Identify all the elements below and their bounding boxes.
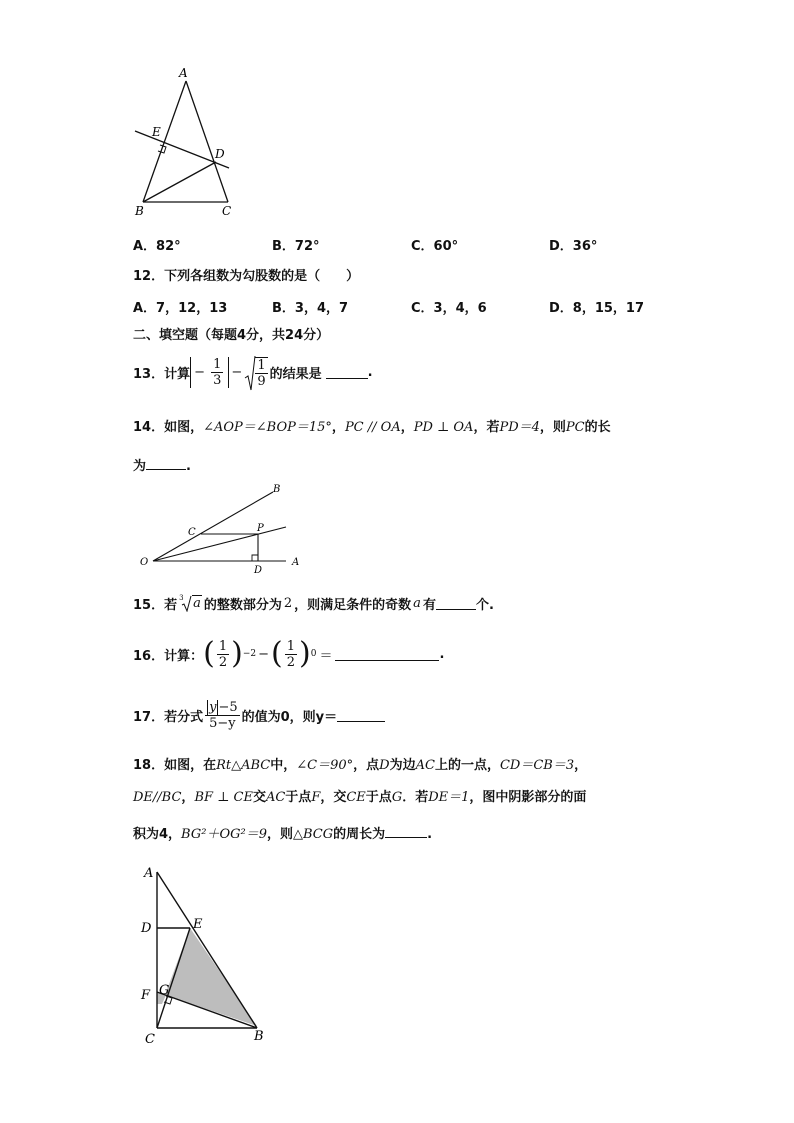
q17-denominator: 5−y bbox=[209, 715, 236, 731]
q14-line1 bbox=[133, 416, 611, 435]
q18-l1-angle: ∠C＝90° bbox=[296, 758, 354, 773]
q18-l3-expr: BG²＋OG²＝9 bbox=[181, 827, 267, 842]
q13-frac-num: 1 bbox=[213, 357, 222, 372]
q13-sqrt-num: 1 bbox=[257, 357, 266, 373]
q13-end: . bbox=[367, 365, 373, 380]
q14-parallel-expr: PC // OA bbox=[344, 420, 401, 435]
q16-frac2-num: 1 bbox=[286, 638, 295, 654]
q18-l1-ac: AC bbox=[415, 758, 435, 773]
q17 bbox=[133, 692, 385, 738]
figure-q14-angle bbox=[136, 480, 311, 575]
q18-l3-end: . bbox=[427, 827, 433, 842]
q17-num-rest: −5 bbox=[218, 699, 238, 715]
q11-option-b[interactable]: B．72° bbox=[272, 239, 320, 254]
q12-option-a[interactable]: A．7，12，13 bbox=[133, 301, 228, 316]
q16-lparen-2: ( bbox=[271, 636, 283, 671]
q18-l3-b: ，则 bbox=[266, 827, 293, 842]
q16-answer-blank[interactable] bbox=[335, 648, 439, 661]
q18-l2-de1: DE＝1 bbox=[428, 790, 470, 805]
fig18-label-c: C bbox=[145, 1032, 155, 1047]
fig11-label-e: E bbox=[152, 125, 161, 139]
q14-sep2: ， bbox=[400, 420, 414, 435]
q13-sqrt bbox=[244, 354, 269, 392]
q15-val: 2 bbox=[283, 596, 293, 611]
q18-l2-e: 于点 bbox=[365, 790, 392, 805]
q13-prefix: 13．计算 bbox=[133, 367, 191, 382]
q11-option-d[interactable]: D．36° bbox=[549, 239, 598, 254]
q13-abs-minus: − bbox=[194, 365, 205, 380]
q15-mid: 的整数部分为 bbox=[203, 598, 282, 613]
fig14-label-c: C bbox=[188, 527, 196, 538]
section-2-heading: 二、填空题（每题4分，共24分） bbox=[133, 328, 330, 343]
q16-end: . bbox=[439, 646, 445, 662]
fig11-label-d: D bbox=[215, 147, 225, 161]
q16-exp2: 0 bbox=[310, 649, 317, 659]
q16-lparen-1: ( bbox=[203, 636, 215, 671]
q13-minus: − bbox=[231, 365, 243, 380]
q17-fraction bbox=[205, 700, 240, 731]
q18-l2-bf: BF ⊥ CE bbox=[194, 790, 253, 805]
q18-l2-de: DE//BC bbox=[133, 790, 182, 805]
q18-l2-c: 于点 bbox=[285, 790, 312, 805]
q11-option-c[interactable]: C．60° bbox=[411, 239, 459, 254]
fig14-label-b: B bbox=[273, 484, 281, 495]
q16-frac-2 bbox=[285, 639, 297, 670]
q14-sep1: ， bbox=[331, 420, 345, 435]
q16-frac-1 bbox=[217, 639, 229, 670]
q18-l2-d: ，交 bbox=[320, 790, 347, 805]
q18-l2-ce: CE bbox=[346, 790, 366, 805]
q18-l2-b: 交 bbox=[252, 790, 266, 805]
q17-y-eq: y＝ bbox=[315, 709, 338, 725]
q14-perp-expr: PD ⊥ OA bbox=[413, 420, 474, 435]
q18-l3-tri: △BCG bbox=[292, 827, 334, 842]
fig14-label-d: D bbox=[254, 565, 263, 575]
q14-prefix: 14．如图， bbox=[133, 420, 204, 435]
q15-root-var: a bbox=[193, 596, 201, 611]
q17-num-abs: y bbox=[209, 699, 217, 715]
q18-l1-d-point: D bbox=[379, 758, 390, 773]
q16-rparen-2: ) bbox=[299, 636, 311, 671]
q15-var: a bbox=[413, 596, 421, 611]
q13 bbox=[133, 350, 373, 395]
fig14-label-a: A bbox=[292, 557, 300, 568]
q15-cube-root bbox=[179, 595, 202, 612]
q16-frac2-den: 2 bbox=[286, 654, 295, 670]
q18-answer-blank[interactable] bbox=[385, 825, 427, 838]
q16 bbox=[133, 630, 444, 678]
q13-answer-blank[interactable] bbox=[326, 366, 368, 379]
q12-option-b[interactable]: B．3，4，7 bbox=[272, 301, 349, 316]
q16-prefix: 16．计算： bbox=[133, 648, 204, 664]
q15-end: 个. bbox=[475, 598, 494, 613]
q18-l1-a: 中， bbox=[270, 758, 297, 773]
q17-prefix: 17．若分式 bbox=[133, 709, 204, 725]
q18-l1-d: 上的一点， bbox=[434, 758, 500, 773]
fig18-label-e: E bbox=[193, 917, 203, 932]
q15-prefix: 15．若 bbox=[133, 598, 178, 613]
q18-l3-a: 积为4， bbox=[133, 827, 182, 842]
q16-minus: − bbox=[258, 646, 269, 662]
q16-rparen-1: ) bbox=[231, 636, 243, 671]
q15-root-index: 3 bbox=[179, 594, 184, 602]
q18-line2 bbox=[133, 786, 586, 805]
q16-exp1: −2 bbox=[242, 649, 257, 659]
fig18-label-g: G bbox=[159, 983, 170, 998]
q15-mid3: 有 bbox=[422, 598, 436, 613]
q16-eq: ＝ bbox=[319, 648, 333, 664]
q12-option-d[interactable]: D．8，15，17 bbox=[549, 301, 645, 316]
q14-line2-prefix: 为 bbox=[133, 459, 147, 474]
q18-l2-g-point: G bbox=[391, 790, 403, 805]
fig18-label-a: A bbox=[144, 866, 154, 881]
q18-l1-prefix: 18．如图，在 bbox=[133, 758, 217, 773]
q18-l2-f: ．若 bbox=[402, 790, 429, 805]
q13-frac-den: 3 bbox=[213, 373, 222, 388]
q18-l1-b: ，点 bbox=[353, 758, 380, 773]
q13-abs-value bbox=[190, 357, 229, 388]
q17-numerator bbox=[205, 700, 240, 716]
q14-mid: ，若 bbox=[473, 420, 500, 435]
fig18-label-d: D bbox=[141, 921, 152, 936]
q18-l2-ac: AC bbox=[265, 790, 286, 805]
q16-expr bbox=[203, 636, 335, 671]
q15-mid2: ，则满足条件的奇数 bbox=[294, 598, 412, 613]
q14-ask: ，则 bbox=[539, 420, 566, 435]
fig11-label-c: C bbox=[222, 204, 232, 218]
q12-stem: 12．下列各组数为勾股数的是（ ） bbox=[133, 269, 360, 284]
q13-suffix: 的结果是 bbox=[269, 367, 322, 382]
q14-pd-expr: PD＝4 bbox=[499, 420, 540, 435]
fig11-label-b: B bbox=[135, 204, 144, 218]
fig11-label-a: A bbox=[179, 66, 188, 80]
q12-option-c[interactable]: C．3，4，6 bbox=[411, 301, 487, 316]
q18-l1-e: ， bbox=[574, 758, 588, 773]
q18-l2-g: ，图中阴影部分的面 bbox=[469, 790, 587, 805]
q18-l1-c: 为边 bbox=[389, 758, 416, 773]
q18-line1 bbox=[133, 754, 587, 773]
q18-l1-rt: Rt△ABC bbox=[216, 758, 271, 773]
fig18-label-b: B bbox=[254, 1029, 264, 1044]
q18-l2-a: ， bbox=[181, 790, 195, 805]
q14-pc: PC bbox=[565, 420, 585, 435]
q14-angle-expr: ∠AOP＝∠BOP＝15° bbox=[203, 420, 332, 435]
q14-answer-blank[interactable] bbox=[146, 457, 186, 470]
q17-answer-blank[interactable] bbox=[337, 709, 385, 722]
q15 bbox=[133, 594, 494, 613]
fig18-label-f: F bbox=[141, 988, 151, 1003]
figure-q18-right-triangle bbox=[136, 860, 276, 1050]
q14-tail: 的长 bbox=[584, 420, 611, 435]
q14-line2 bbox=[133, 455, 191, 474]
q17-suffix: 的值为0，则 bbox=[241, 709, 316, 725]
q11-option-a[interactable]: A．82° bbox=[133, 239, 181, 254]
fig14-label-p: P bbox=[257, 523, 264, 534]
q18-l1-eq: CD＝CB＝3 bbox=[499, 758, 575, 773]
q16-frac1-den: 2 bbox=[218, 654, 228, 670]
q14-line2-end: . bbox=[186, 459, 191, 474]
q18-l2-f-point: F bbox=[311, 790, 321, 805]
q13-fraction-1-9 bbox=[255, 357, 267, 389]
q18-l3-c: 的周长为 bbox=[333, 827, 386, 842]
q16-frac1-num: 1 bbox=[218, 638, 228, 654]
q18-line3 bbox=[133, 823, 432, 842]
q13-sqrt-den: 9 bbox=[257, 373, 266, 389]
fig14-label-o: O bbox=[140, 557, 149, 568]
q13-fraction-1-3 bbox=[211, 357, 223, 388]
figure-q11-triangle bbox=[125, 65, 245, 225]
q15-answer-blank[interactable] bbox=[436, 597, 476, 610]
